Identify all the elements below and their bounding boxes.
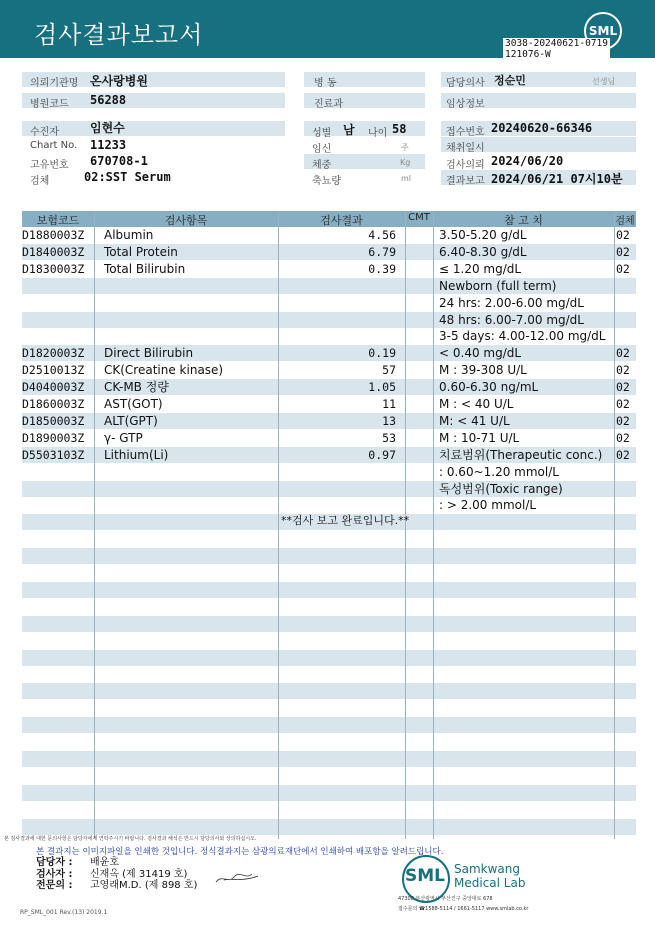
- doctor-label: 담당의사: [446, 78, 485, 89]
- row-test-item: γ- GTP: [104, 430, 143, 445]
- row-specimen: 02: [616, 244, 630, 259]
- row-code: D1830003Z: [22, 261, 85, 276]
- patient-bar: [22, 121, 285, 136]
- row-reference: M : < 40 U/L: [439, 397, 514, 411]
- row-result: 0.39: [368, 261, 396, 276]
- table-stripe: [22, 548, 636, 564]
- pregnancy-label: 임신: [312, 144, 332, 155]
- row-code: D4040003Z: [22, 380, 85, 395]
- row-reference: 독성범위(Toxic range): [439, 481, 563, 496]
- clinical-label: 임상정보: [446, 99, 485, 110]
- pregnancy-unit: 주: [401, 143, 409, 152]
- row-code: D2510013Z: [22, 363, 85, 378]
- row-reference: 치료범위(Therapeutic conc.): [439, 447, 603, 462]
- row-specimen: 02: [616, 363, 630, 378]
- row-test-item: Lithium(Li): [104, 447, 169, 462]
- report-number: [503, 38, 610, 60]
- end-of-report-note: **검사 보고 완료입니다.**: [281, 514, 410, 527]
- manager-label: 담당자 :: [36, 857, 73, 868]
- table-stripe: [22, 751, 636, 767]
- signature: [214, 868, 262, 888]
- row-test-item: ALT(GPT): [104, 413, 158, 428]
- row-specimen: 02: [616, 413, 630, 428]
- row-reference: ≤ 1.20 mg/dL: [439, 261, 522, 276]
- sml-footer-logo-text: SML: [405, 866, 445, 886]
- row-reference: Newborn (full term): [439, 278, 557, 293]
- row-result: 6.79: [368, 244, 396, 259]
- col-divider: [433, 211, 434, 839]
- examiner-label: 검사자 :: [36, 869, 73, 880]
- company-name-line2: Medical Lab: [454, 876, 526, 890]
- department-label: 진료과: [314, 99, 343, 110]
- row-reference: M: < 41 U/L: [439, 413, 510, 428]
- specialist-name: 고영래M.D. (제 898 호): [90, 880, 198, 891]
- company-name-line1: Samkwang: [454, 862, 520, 876]
- row-result: 0.97: [368, 447, 396, 462]
- row-reference: 0.60-6.30 ng/mL: [439, 380, 539, 395]
- image-notice: 본 결과지는 이미지파일을 인쇄한 것입니다. 정식결과지는 삼광의료재단에서 인쇄하여 배포함을 알려드립니다.: [36, 847, 444, 857]
- row-code: D1880003Z: [22, 228, 85, 242]
- page-title: 검사결과보고서: [34, 21, 204, 49]
- manager-name: 배윤호: [90, 857, 119, 868]
- row-specimen: 02: [616, 346, 630, 361]
- row-result: 4.56: [368, 228, 396, 242]
- chart-label: Chart No.: [30, 140, 78, 151]
- unique-label: 고유번호: [30, 160, 69, 171]
- row-reference: M : 10-71 U/L: [439, 430, 520, 445]
- age-label: 나이: [368, 128, 388, 139]
- row-result: 53: [382, 430, 396, 445]
- hospital-code: 56288: [90, 93, 127, 107]
- row-test-item: Albumin: [104, 228, 154, 242]
- weight-label: 체중: [312, 160, 332, 171]
- receipt-label: 접수번호: [446, 127, 485, 138]
- row-reference: : 0.60~1.20 mmol/L: [439, 464, 559, 479]
- row-code: D1820003Z: [22, 346, 85, 361]
- report-number-line2: 121076-W: [505, 49, 551, 60]
- table-stripe: [22, 717, 636, 733]
- row-test-item: CK-MB 정량: [104, 380, 169, 395]
- row-test-item: Direct Bilirubin: [104, 346, 194, 361]
- table-stripe: [22, 819, 636, 835]
- col-specimen-header: 검체: [615, 216, 635, 227]
- hospital-name: 온사랑병원: [90, 74, 148, 88]
- row-result: 11: [382, 397, 396, 411]
- col-divider: [278, 211, 279, 839]
- row-test-item: CK(Creatine kinase): [104, 363, 224, 378]
- table-stripe: [22, 650, 636, 666]
- company-phone: 접수문의 ☎1588-5114 / 1661-5117 www.smlab.co.kr: [398, 906, 529, 912]
- sex-label: 성별: [312, 128, 332, 139]
- row-specimen: 02: [616, 261, 630, 276]
- specialist-label: 전문의 :: [36, 880, 73, 891]
- table-stripe: [22, 616, 636, 632]
- sml-logo-text: SML: [588, 24, 618, 38]
- urine-unit: ml: [401, 174, 412, 183]
- row-reference: : > 2.00 mmol/L: [439, 498, 537, 513]
- row-code: D1890003Z: [22, 430, 85, 445]
- unique-number: 670708-1: [90, 154, 148, 168]
- col-divider: [614, 211, 615, 839]
- row-test-item: Total Protein: [104, 244, 178, 259]
- ward-label: 병 동: [314, 78, 337, 89]
- request-date: 2024/06/20: [491, 154, 564, 168]
- specimen-type: 02:SST Serum: [84, 170, 171, 184]
- collection-label: 채취일시: [446, 143, 485, 154]
- col-cmt-header: CMT: [408, 212, 430, 223]
- row-result: 57: [382, 363, 396, 378]
- specimen-label: 검체: [30, 176, 50, 187]
- sex-value: 남: [343, 123, 355, 137]
- row-specimen: 02: [616, 447, 630, 462]
- request-label: 검사의뢰: [446, 160, 485, 171]
- table-stripe: [22, 683, 636, 699]
- row-reference: 48 hrs: 6.00-7.00 mg/dL: [439, 312, 584, 327]
- row-reference: M : 39-308 U/L: [439, 363, 527, 378]
- row-code: D5503103Z: [22, 447, 85, 462]
- col-divider: [94, 211, 95, 839]
- table-stripe: [22, 785, 636, 801]
- row-code: D1860003Z: [22, 397, 85, 411]
- row-specimen: 02: [616, 380, 630, 395]
- row-reference: < 0.40 mg/dL: [439, 346, 522, 361]
- patient-label: 수진자: [30, 127, 59, 138]
- row-test-item: Total Bilirubin: [104, 261, 186, 276]
- row-code: D1840003Z: [22, 244, 85, 259]
- col-code-header: 보험코드: [36, 214, 80, 227]
- patient-name: 임현수: [90, 121, 125, 135]
- col-result-header: 검사결과: [320, 214, 363, 227]
- row-code: D1850003Z: [22, 413, 85, 428]
- hospital-label: 의뢰기관명: [30, 78, 79, 89]
- company-address: 47308 부산광역시 부산진구 중앙대로 678: [398, 896, 493, 902]
- urine-label: 축뇨량: [312, 176, 341, 187]
- row-specimen: 02: [616, 430, 630, 445]
- row-result: 1.05: [368, 380, 396, 395]
- examiner-name: 신재옥 (제 31419 호): [90, 869, 188, 880]
- report-date: 2024/06/21 07시10분: [491, 172, 623, 186]
- report-label: 결과보고: [446, 176, 485, 187]
- weight-unit: Kg: [400, 158, 411, 167]
- doctor-name: 정순민: [494, 74, 526, 87]
- row-specimen: 02: [616, 228, 630, 242]
- fine-print: 본 검사결과에 대한 문의사항은 담당자에게 연락주시기 바랍니다. 검사결과 해석은 반드시 담당의사와 상의하십시오.: [4, 836, 257, 842]
- report-number-line1: 3038-20240621-0719: [505, 38, 608, 49]
- age-value: 58: [392, 122, 407, 136]
- row-reference: 24 hrs: 2.00-6.00 mg/dL: [439, 295, 584, 310]
- row-reference: 3-5 days: 4.00-12.00 mg/dL: [439, 329, 606, 344]
- row-result: 13: [382, 413, 396, 428]
- form-id: RP_SML_001 Rev.(13) 2019.1: [20, 909, 108, 916]
- row-result: 0.19: [368, 346, 396, 361]
- row-reference: 3.50-5.20 g/dL: [439, 228, 527, 242]
- receipt-number: 20240620-66346: [491, 121, 593, 135]
- hospital-code-label: 병원코드: [30, 99, 69, 110]
- doctor-suffix: 선생님: [592, 77, 616, 86]
- row-reference: 6.40-8.30 g/dL: [439, 244, 527, 259]
- row-test-item: AST(GOT): [104, 397, 163, 411]
- chart-number: 11233: [90, 138, 127, 152]
- table-stripe: [22, 582, 636, 598]
- col-item-header: 검사항목: [164, 214, 208, 227]
- col-reference-header: 참 고 치: [504, 214, 543, 227]
- row-specimen: 02: [616, 397, 630, 411]
